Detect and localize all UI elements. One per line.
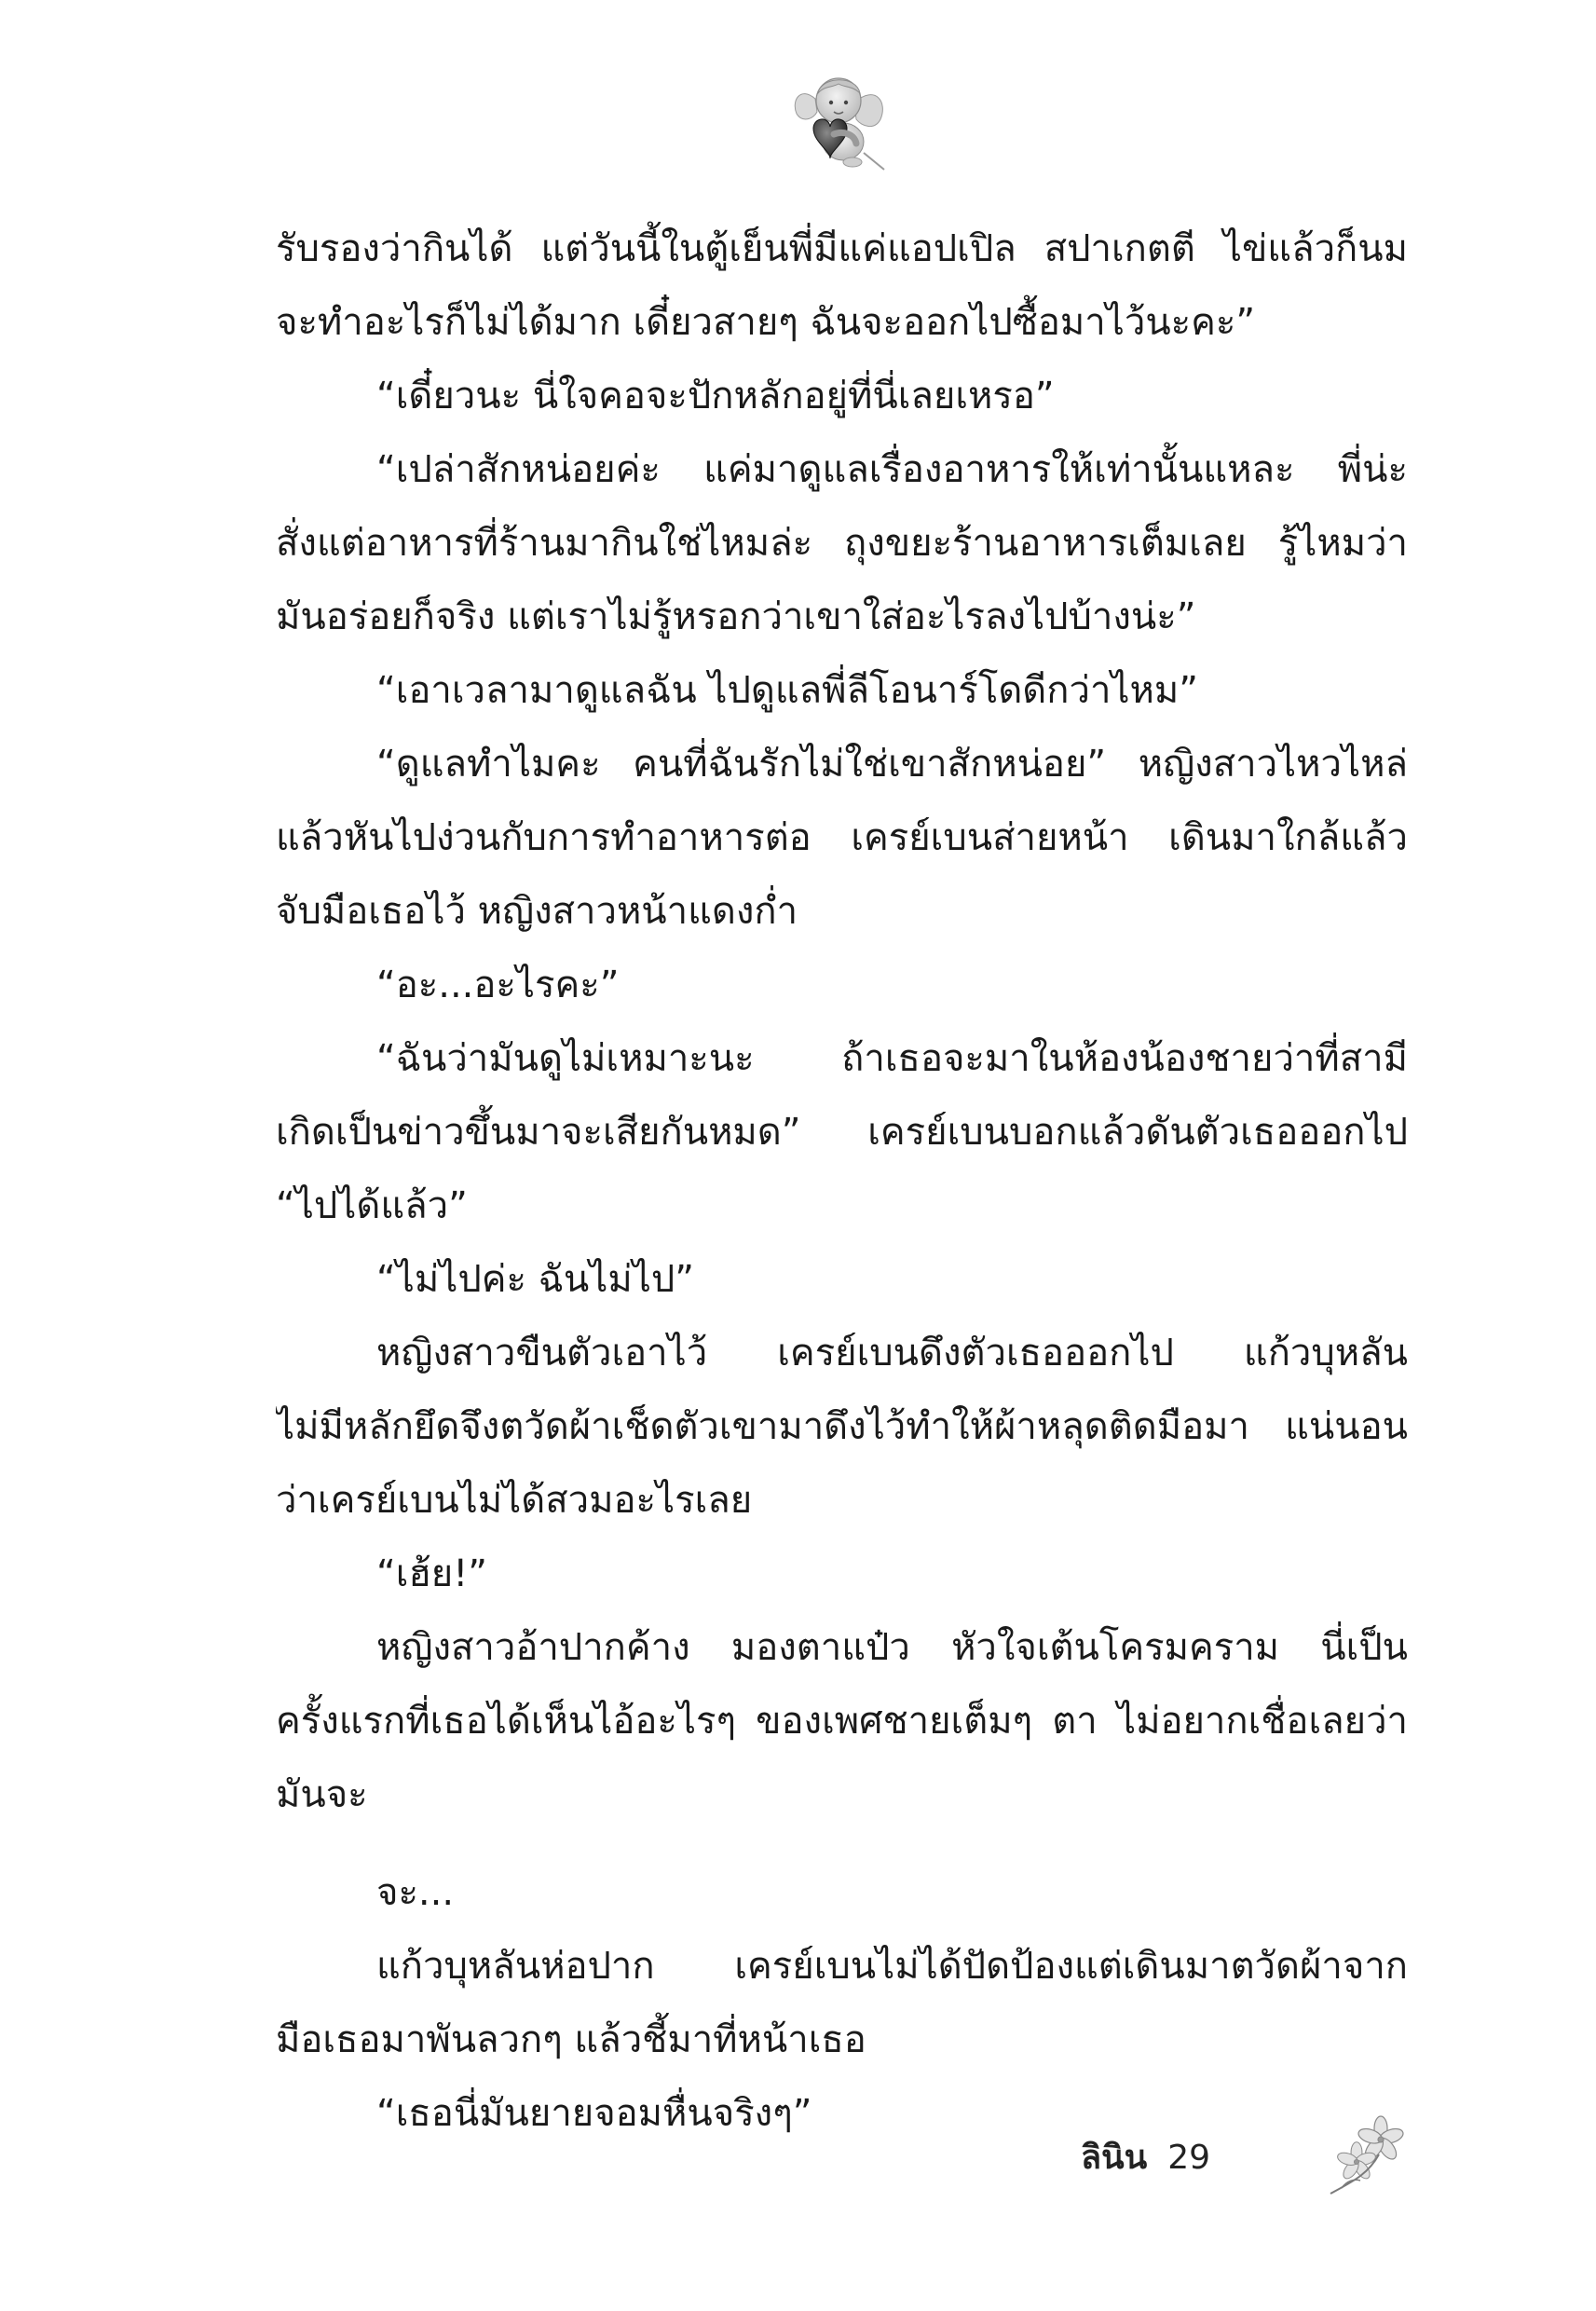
text-line: “ไม่ไปค่ะ ฉันไม่ไป” xyxy=(376,1258,694,1301)
body-text xyxy=(276,212,1408,2151)
text-line: “เธอนี่มันยายจอมหื่นจริงๆ” xyxy=(376,2092,812,2135)
text-line: “เฮ้ย!” xyxy=(376,1552,488,1595)
text-line: ไม่มีหลักยึดจึงตวัดผ้าเช็ดตัวเขามาดึงไว้ทำให้ผ้าหลุดติดมือมา แน่นอน xyxy=(276,1405,1408,1448)
text-line: ครั้งแรกที่เธอได้เห็นไอ้อะไรๆ ของเพศชายเต็มๆ ตา ไม่อยากเชื่อเลยว่า xyxy=(276,1700,1408,1743)
text-line: ว่าเครย์เบนไม่ได้สวมอะไรเลย xyxy=(276,1479,753,1522)
text-line: มันอร่อยก็จริง แต่เราไม่รู้หรอกว่าเขาใส่อะไรลงไปบ้างน่ะ” xyxy=(276,595,1196,638)
text-line: “เอาเวลามาดูแลฉัน ไปดูแลพี่ลีโอนาร์โดดีกว่าไหม” xyxy=(376,669,1198,712)
cupid-heart-ornament-icon xyxy=(787,65,890,177)
text-line: มือเธอมาพันลวกๆ แล้วชี้มาที่หน้าเธอ xyxy=(276,2018,866,2061)
text-line: สั่งแต่อาหารที่ร้านมากินใช่ไหมล่ะ ถุงขยะร้านอาหารเต็มเลย รู้ไหมว่า xyxy=(276,522,1408,565)
text-line: “เดี๋ยวนะ นี่ใจคอจะปักหลักอยู่ที่นี่เลยเหรอ” xyxy=(376,375,1055,417)
text-line: “ไปได้แล้ว” xyxy=(276,1184,468,1227)
text-line: เกิดเป็นข่าวขึ้นมาจะเสียกันหมด” เครย์เบนบอกแล้วดันตัวเธอออกไป xyxy=(276,1111,1408,1154)
text-line: หญิงสาวขืนตัวเอาไว้ เครย์เบนดึงตัวเธอออกไป แก้วบุหลัน xyxy=(376,1332,1408,1374)
flower-ornament-icon xyxy=(1323,2108,1416,2201)
text-line: “อะ...อะไรคะ” xyxy=(376,964,620,1006)
text-line: มันจะ xyxy=(276,1773,368,1816)
text-line: หญิงสาวอ้าปากค้าง มองตาแป๋ว หัวใจเต้นโครมคราม นี่เป็น xyxy=(376,1626,1408,1669)
text-line: รับรองว่ากินได้ แต่วันนี้ในตู้เย็นพี่มีแค่แอปเปิล สปาเกตตี ไข่แล้วก็นม xyxy=(276,227,1408,270)
text-line: จับมือเธอไว้ หญิงสาวหน้าแดงก่ำ xyxy=(276,890,798,933)
text-line: แก้วบุหลันห่อปาก เครย์เบนไม่ได้ปัดป้องแต่เดินมาตวัดผ้าจาก xyxy=(376,1945,1408,1988)
text-line: “ฉันว่ามันดูไม่เหมาะนะ ถ้าเธอจะมาในห้องน้องชายว่าที่สามี xyxy=(376,1037,1408,1080)
text-line: “เปล่าสักหน่อยค่ะ แค่มาดูแลเรื่องอาหารให้เท่านั้นแหละ พี่น่ะ xyxy=(376,448,1408,491)
page-footer xyxy=(1081,2130,1210,2186)
text-line: จะทำอะไรก็ไม่ได้มาก เดี๋ยวสายๆ ฉันจะออกไปซื้อมาไว้นะคะ” xyxy=(276,301,1256,344)
page-number: 29 xyxy=(1167,2139,1211,2177)
text-line: แล้วหันไปง่วนกับการทำอาหารต่อ เครย์เบนส่ายหน้า เดินมาใกล้แล้ว xyxy=(276,816,1408,859)
book-title: ลินิน xyxy=(1081,2139,1148,2177)
text-line: “ดูแลทำไมคะ คนที่ฉันรักไม่ใช่เขาสักหน่อย” หญิงสาวไหวไหล่ xyxy=(376,743,1408,786)
text-line: จะ... xyxy=(376,1871,455,1914)
